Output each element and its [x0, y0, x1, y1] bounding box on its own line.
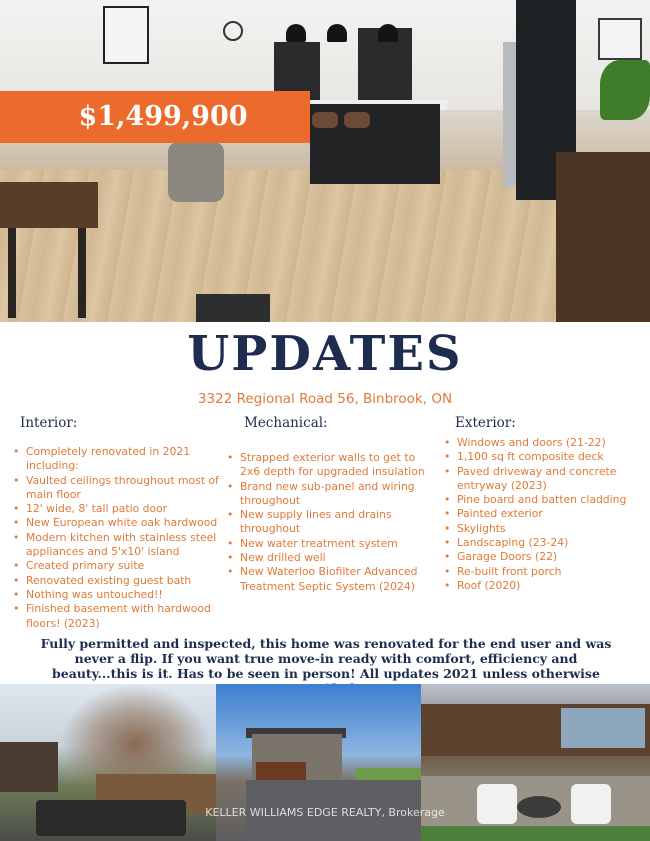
list-item: • New European white oak hardwood — [13, 516, 225, 530]
hero-fridge — [503, 42, 517, 187]
hero-table-left — [0, 182, 98, 228]
exterior-heading: Exterior: — [455, 415, 516, 431]
mechanical-list — [227, 451, 432, 594]
list-item: • Landscaping (23-24) — [444, 536, 644, 550]
list-item: • Renovated existing guest bath — [13, 574, 225, 588]
hero-wall-art — [103, 6, 149, 64]
interior-heading: Interior: — [20, 415, 78, 431]
hero-wall-art-right — [598, 18, 642, 60]
list-item: • 12' wide, 8' tall patio door — [13, 502, 225, 516]
list-item: • Nothing was untouched!! — [13, 588, 225, 602]
list-item: • New water treatment system — [227, 537, 432, 551]
list-item: • Vaulted ceilings throughout most of main floor — [13, 474, 225, 503]
photo-shed — [0, 742, 58, 792]
property-address: 3322 Regional Road 56, Binbrook, ON — [197, 391, 453, 407]
hero-pendant-light — [286, 24, 306, 42]
list-item: • New drilled well — [227, 551, 432, 565]
mechanical-heading: Mechanical: — [244, 415, 328, 431]
interior-list — [13, 445, 225, 631]
summary-paragraph: Fully permitted and inspected, this home was renovated for the end user and was never a flip. If you want true move-in ready with comfort, efficiency and beauty...this is it. Has to be seen in person! All updates 2021 unless otherwise — [40, 636, 612, 681]
list-item: • New Waterloo Biofilter Advanced Treatment Septic System (2024) — [227, 565, 432, 594]
hero-table-leg — [78, 228, 86, 318]
list-item: • 1,100 sq ft composite deck — [444, 450, 644, 464]
hero-table-leg — [8, 228, 16, 318]
list-item: • Roof (2020) — [444, 579, 644, 593]
list-item: • Pine board and batten cladding — [444, 493, 644, 507]
list-item: • New supply lines and drains throughout — [227, 508, 432, 537]
hero-table-right — [556, 152, 650, 322]
list-item: • Completely renovated in 2021 including: — [13, 445, 225, 474]
hero-bar-stool — [344, 112, 370, 128]
page-title: UPDATES — [187, 326, 463, 382]
exterior-list — [444, 436, 644, 593]
list-item: • Created primary suite — [13, 559, 225, 573]
list-item: • Painted exterior — [444, 507, 644, 521]
listing-price: $1,499,900 — [78, 101, 248, 132]
hero-kitchen-photo — [0, 0, 650, 322]
hero-pendant-light — [327, 24, 347, 42]
hero-plant — [600, 60, 650, 120]
list-item: • Skylights — [444, 522, 644, 536]
photo-tree — [60, 684, 210, 784]
hero-rug — [196, 294, 270, 322]
brokerage-watermark: KELLER WILLIAMS EDGE REALTY, Brokerage — [205, 806, 445, 819]
list-item: • Garage Doors (22) — [444, 550, 644, 564]
list-item: • Windows and doors (21-22) — [444, 436, 644, 450]
hero-pendant-light — [378, 24, 398, 42]
photo-grass — [421, 826, 650, 841]
hero-wall-clock — [223, 21, 243, 41]
photo-windows — [561, 708, 645, 748]
list-item: • Brand new sub-panel and wiring throughout — [227, 480, 432, 509]
list-item: • Re-built front porch — [444, 565, 644, 579]
hero-dining-chair — [168, 142, 224, 202]
list-item: • Strapped exterior walls to get to 2x6 depth for upgraded insulation — [227, 451, 432, 480]
list-item: • Paved driveway and concrete entryway (2023) — [444, 465, 644, 494]
photo-garage-doors — [256, 762, 306, 780]
list-item: • Modern kitchen with stainless steel appliances and 5'x10' island — [13, 531, 225, 560]
list-item: • Finished basement with hardwood floors! (2023) — [13, 602, 225, 631]
